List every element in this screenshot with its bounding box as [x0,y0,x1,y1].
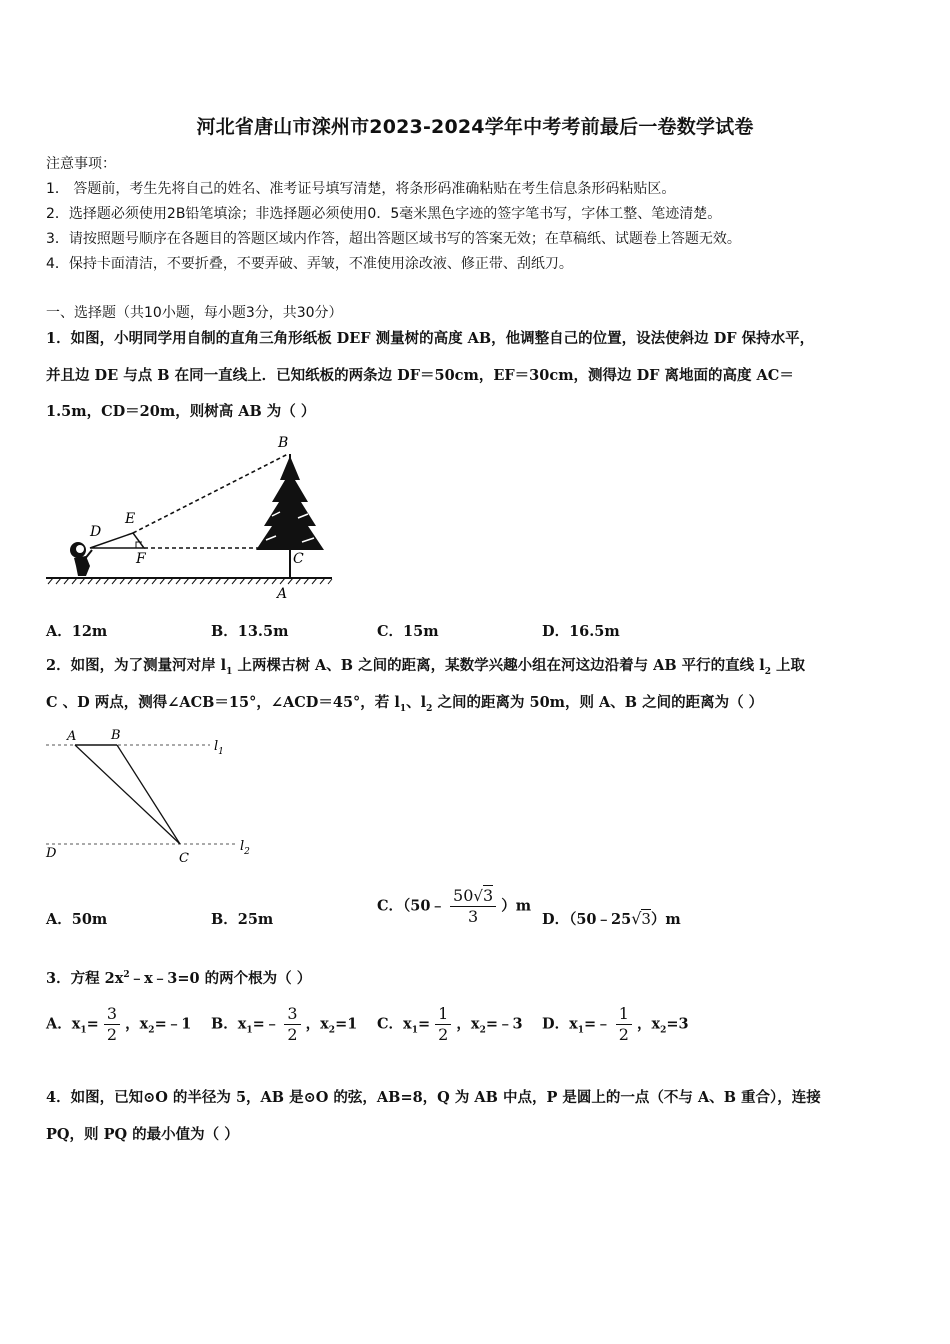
note-item-3: 3．请按照题号顺序在各题目的答题区域内作答，超出答题区域书写的答案无效；在草稿纸、试题卷上答题无效。 [46,231,741,247]
q3-option-b[interactable]: B．$x_1=﹣$ $\frac{3}{2}$ ，$x_2=1$ [211,1004,358,1044]
q1-label-f: F [136,551,146,567]
q1-label-d: D [90,524,102,540]
note-item-4: 4．保持卡面清洁，不要折叠，不要弄破、弄皱，不准使用涂改液、修正带、刮纸刀。 [46,256,573,272]
q2-option-d[interactable]: D．（50﹣25√3）m [542,909,681,928]
q1-label-c: C [293,551,304,567]
q2-line-2: C 、D 两点，测得∠ACB＝15°，∠ACD＝45°，若 $l_1$、$l_2$ 之间的距离为 50m，则 A、B 之间的距离为（ ） [46,694,764,714]
q2-line-1: 2．如图，为了测量河对岸 $l_1$ 上两棵古树 A、B 之间的距离，某数学兴趣小组在河这边沿着与 AB 平行的直线 $l_2$ 上取 [46,657,806,677]
q1-line-3: 1.5m，CD＝20m，则树高 AB 为（ ） [46,403,316,420]
section-heading: 一、选择题（共10小题，每小题3分，共30分） [46,305,343,321]
q2-label-d: D [46,846,57,861]
q2-label-l2: $l_2$ [240,839,250,857]
q1-line-2: 并且边 DE 与点 B 在同一直线上．已知纸板的两条边 DF＝50cm，EF＝30cm，测得边 DF 离地面的高度 AC＝ [46,367,794,384]
q1-label-a: A [277,586,288,602]
q2-option-c[interactable]: C．（50﹣ $\frac{50√3}{3}$ ）m [377,886,532,926]
q1-option-c[interactable]: C．15m [377,623,439,640]
q2-river-figure [40,722,270,870]
q1-tree-figure [40,432,340,604]
q3-option-d[interactable]: D．$x_1=﹣$ $\frac{1}{2}$ ，$x_2=3$ [542,1004,689,1044]
q1-line-1: 1．如图，小明同学用自制的直角三角形纸板 DEF 测量树的高度 AB，他调整自己的位置，设法使斜边 DF 保持水平， [46,330,815,347]
q2-label-l1: $l_1$ [214,739,224,757]
q1-label-e: E [125,511,136,527]
q2-label-b: B [111,728,121,743]
q2-option-a[interactable]: A．50m [46,911,108,928]
q3-option-a[interactable]: A．$x_1=$ $\frac{3}{2}$ ，$x_2=﹣1$ [46,1004,192,1044]
note-item-2: 2．选择题必须使用2B铅笔填涂；非选择题必须使用0．5毫米黑色字迹的签字笔书写，字体工整、笔迹清楚。 [46,206,722,222]
q1-option-d[interactable]: D．16.5m [542,623,620,640]
q4-line-2: PQ，则 PQ 的最小值为（ ） [46,1126,239,1143]
q3-option-c[interactable]: C．$x_1=$ $\frac{1}{2}$ ，$x_2=﹣3$ [377,1004,523,1044]
q1-label-b: B [278,435,289,451]
q2-option-b[interactable]: B．25m [211,911,274,928]
q1-option-a[interactable]: A．12m [46,623,108,640]
q2-label-c: C [179,851,189,866]
notes-heading: 注意事项： [46,156,116,172]
q4-line-1: 4．如图，已知⊙O 的半径为 5，AB 是⊙O 的弦，AB=8，Q 为 AB 中点，P 是圆上的一点（不与 A、B 重合），连接 [46,1089,821,1106]
q1-option-b[interactable]: B．13.5m [211,623,289,640]
q3-stem: 3．方程 $2x^2﹣x﹣3=0$ 的两个根为（ ） [46,970,312,987]
q2-label-a: A [67,729,77,744]
note-item-1: 1． 答题前，考生先将自己的姓名、准考证号填写清楚，将条形码准确粘贴在考生信息条形码粘贴区。 [46,181,676,197]
page-title: 河北省唐山市滦州市2023-2024学年中考考前最后一卷数学试卷 [196,116,754,138]
